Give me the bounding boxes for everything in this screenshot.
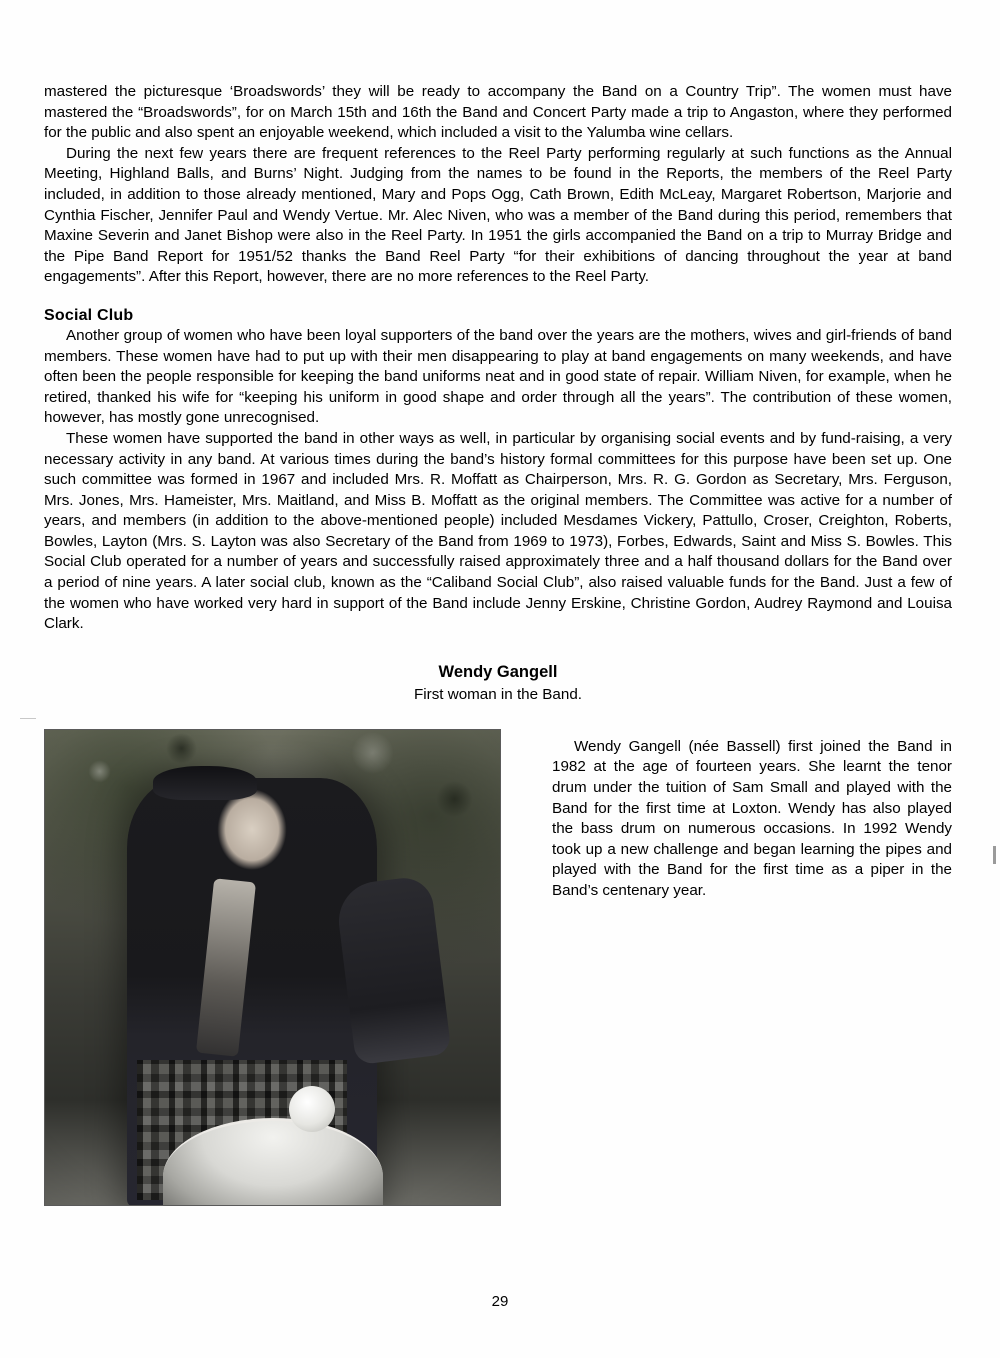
page-number: 29 — [491, 1293, 509, 1310]
photograph-wendy-gangell — [44, 729, 501, 1206]
scan-edge-mark — [993, 846, 996, 864]
paragraph-social-club-1: Another group of women who have been loyal supporters of the band over the years are the mothers, wives and girl-friends of band members. These women have had to put up with their men disappearing to play at band engagements on many weekends, and have often been the people responsible for keeping the band uniforms neat and in good state of repair. William Niven, for example, when he retired, thanked his wife for “keeping his uniform in good shape and order through all the years”. The contribution of these women, however, has mostly gone unrecognised. — [44, 326, 952, 427]
paragraph-social-club-2: These women have supported the band in other ways as well, in particular by organising social events and by fund-raising, a very necessary activity in any band. At various times during the band’s history formal committees for this purpose have been set up. One such committee was formed in 1967 and included Mrs. R. Moffatt as Chairperson, Mrs. R. G. Gordon as Secretary, Mrs. Ferguson, Mrs. Jones, Mrs. Hameister, Mrs. Maitland, and Miss B. Moffatt as the original members. The Committee was active for a number of years, and members (in addition to the above-mentioned people) included Mesdames Vickery, Pattullo, Croser, Creighton, Roberts, Bowles, Layton (Mrs. S. Layton was also Secretary of the Band from 1969 to 1973), Forbes, Edwards, Saint and Miss S. Bowles. This Social Club operated for a number of years and successfully raised approximately three and a half thousand dollars for the Band over a period of nine years. A later social club, known as the “Caliband Social Club”, also raised valuable funds for the Band. Just a few of the women who have worked very hard in support of the Band include Jenny Erskine, Christine Gordon, Audrey Raymond and Louisa Clark. — [44, 429, 952, 633]
photo-vignette — [45, 730, 500, 1205]
feature-title: Wendy Gangell — [438, 662, 558, 681]
section-heading-social-club: Social Club — [44, 306, 134, 324]
feature-subtitle: First woman in the Band. — [414, 685, 582, 703]
feature-title-block — [44, 661, 952, 705]
feature-text-column — [552, 737, 952, 902]
page-content — [44, 82, 952, 1209]
scan-margin-mark — [20, 718, 36, 719]
paragraph-continuation: mastered the picturesque ‘Broadswords’ they will be ready to accompany the Band on a Country Trip”. The women must have mastered the “Broadswords”, for on March 15th and 16th the Band and Concert Party made a trip to Angaston, where they performed for the public and also spent an enjoyable weekend, which included a visit to the Yalumba wine cellars. — [44, 83, 952, 142]
feature-block — [44, 729, 952, 1209]
paragraph-reel-party: During the next few years there are frequent references to the Reel Party performing regularly at such functions as the Annual Meeting, Highland Balls, and Burns’ Night. Judging from the names to be found in the Reports, the members of the Reel Party included, in addition to those already mentioned, Mary and Pops Ogg, Cath Brown, Edith McLeay, Margaret Robertson, Marjorie and Cynthia Fischer, Jennifer Paul and Wendy Vertue. Mr. Alec Niven, who was a member of the Band during this period, remembers that Maxine Severin and Janet Bishop were also in the Reel Party. In 1951 the girls accompanied the Band on a trip to Murray Bridge and the Pipe Band Report for 1951/52 thanks the Band Reel Party “for their exhibitions of dancing throughout the year at band engagements”. After this Report, however, there are no more references to the Reel Party. — [44, 144, 952, 286]
paragraph-wendy-gangell: Wendy Gangell (née Bassell) first joined the Band in 1982 at the age of fourteen years. She learnt the tenor drum under the tuition of Sam Small and played with the Band for the first time at Loxton. Wendy has also played the bass drum on numerous occasions. In 1992 Wendy took up a new challenge and began learning the pipes and played with the Band for the first time as a piper in the Band’s centenary year. — [552, 737, 952, 899]
